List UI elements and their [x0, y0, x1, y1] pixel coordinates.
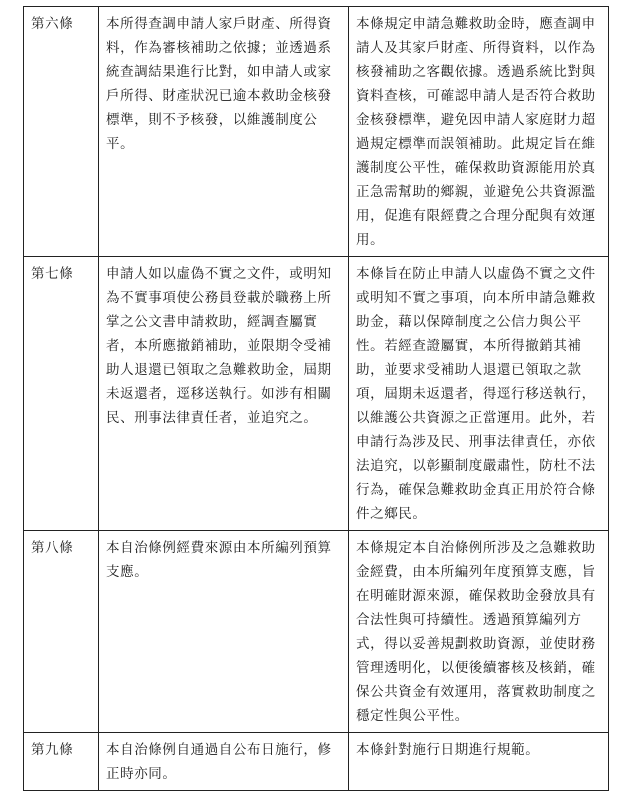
- article-row: [24, 257, 609, 531]
- article-row: [24, 733, 609, 791]
- article-explanation: 本條針對施行日期進行規範。: [349, 733, 609, 791]
- article-number: 第八條: [24, 531, 99, 733]
- article-row: [24, 531, 609, 733]
- article-text: 申請人如以虛偽不實之文件，或明知為不實事項使公務員登載於職務上所掌之公文書申請救助，經調查屬實者，本所應撤銷補助，並限期令受補助人退還已領取之急難救助金，屆期未返還者，逕移送執行。如涉有相關民、刑事法律責任者，並追究之。: [99, 257, 349, 531]
- article-number: 第七條: [24, 257, 99, 531]
- article-number: 第六條: [24, 7, 99, 257]
- article-row: [24, 7, 609, 257]
- article-text: 本所得查調申請人家戶財產、所得資料，作為審核補助之依據；並透過系統查調結果進行比對，如申請人或家戶所得、財產狀況已逾本救助金核發標準，則不予核發，以維護制度公平。: [99, 7, 349, 257]
- article-number: 第九條: [24, 733, 99, 791]
- article-text: 本自治條例經費來源由本所編列預算支應。: [99, 531, 349, 733]
- article-explanation: 本條規定本自治條例所涉及之急難救助金經費，由本所編列年度預算支應，旨在明確財源來源，確保救助金發放具有合法性與可持續性。透過預算編列方式，得以妥善規劃救助資源，並使財務管理透明化，以便後續審核及核銷，確保公共資金有效運用，落實救助制度之穩定性與公平性。: [349, 531, 609, 733]
- article-text: 本自治條例自通過自公布日施行，修正時亦同。: [99, 733, 349, 791]
- article-explanation: 本條規定申請急難救助金時，應查調申請人及其家戶財產、所得資料，以作為核發補助之客觀依據。透過系統比對與資料查核，可確認申請人是否符合救助金核發標準，避免因申請人家庭財力超過規定標準而誤領補助。此規定旨在維護制度公平性，確保救助資源能用於真正急需幫助的鄉親，並避免公共資源濫用，促進有限經費之合理分配與有效運用。: [349, 7, 609, 257]
- article-explanation: 本條旨在防止申請人以虛偽不實之文件或明知不實之事項，向本所申請急難救助金，藉以保障制度之公信力與公平性。若經查證屬實，本所得撤銷其補助，並要求受補助人退還已領取之款項，屆期未返還者，得逕行移送執行，以維護公共資源之正當運用。此外，若申請行為涉及民、刑事法律責任，亦依法追究，以彰顯制度嚴肅性，防杜不法行為，確保急難救助金真正用於符合條件之鄉民。: [349, 257, 609, 531]
- statute-table: [23, 6, 609, 791]
